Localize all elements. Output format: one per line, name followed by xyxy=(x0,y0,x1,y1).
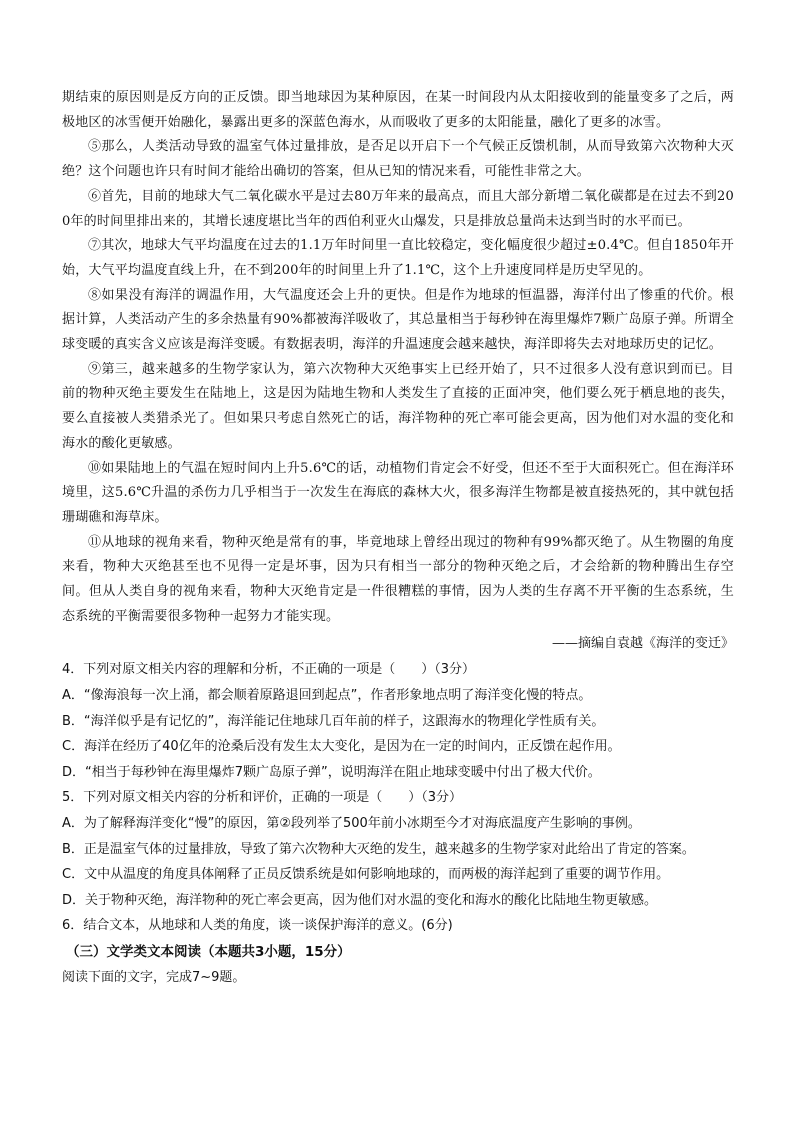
question-6 xyxy=(62,913,734,939)
answer-option-b[interactable]: B．“海洋似乎是有记忆的”，海洋能记住地球几百年前的样子，这跟海水的物理化学性质有关。 xyxy=(62,713,605,729)
passage-paragraph: ⑩如果陆地上的气温在短时间内上升5.6℃的话，动植物们肯定会不好受，但还不至于大面积死亡。但在海洋环境里，这5.6℃升温的杀伤力几乎相当于一次发生在海底的森林大火，很多海洋生物都是被直接热死的，其中就包括珊瑚礁和海草床。 xyxy=(62,460,734,525)
question-stem: 4．下列对原文相关内容的理解和分析，不正确的一项是（ ）（3分） xyxy=(62,662,476,678)
passage-paragraph: ⑨第三，越来越多的生物学家认为，第六次物种大灭绝事实上已经开始了，只不过很多人没有意识到而已。目前的物种灭绝主要发生在陆地上，这是因为陆地生物和人类发生了直接的正面冲突，他们要么死于栖息地的丧失，要么直接被人类猎杀光了。但如果只考虑自然死亡的话，海洋物种的死亡率可能会更高，因为他们对水温的变化和海水的酸化更敏感。 xyxy=(62,361,734,451)
passage-paragraph: ⑧如果没有海洋的调温作用，大气温度还会上升的更快。但是作为地球的恒温器，海洋付出了惨重的代价。根据计算，人类活动产生的多余热量有90%都被海洋吸收了，其总量相当于每秒钟在海里爆炸7颗广岛原子弹。所谓全球变暖的真实含义应该是海洋变暖。有数据表明，海洋的升温速度会越来越快，海洋即将失去对地球历史的记忆。 xyxy=(62,287,734,353)
section-instruction: 阅读下面的文字，完成7~9题。 xyxy=(62,970,246,985)
reading-passage xyxy=(62,86,734,657)
passage-paragraph: 期结束的原因则是反方向的正反馈。即当地球因为某种原因，在某一时间段内从太阳接收到的能量变多了之后，两极地区的冰雪便开始融化，暴露出更多的深蓝色海水，从而吸收了更多的太阳能量，融化了更多的冰雪。 xyxy=(62,90,734,130)
passage-paragraph: ⑪从地球的视角来看，物种灭绝是常有的事，毕竟地球上曾经出现过的物种有99%都灭绝了。从生物圈的角度来看，物种大灭绝甚至也不见得一定是坏事，因为只有相当一部分的物种灭绝之后，才会给新的物种腾出生存空间。但从人类自身的视角来看，物种大灭绝肯定是一件很糟糕的事情，因为人类的生存离不开平衡的生态系统，生态系统的平衡需要很多物种一起努力才能实现。 xyxy=(62,534,734,624)
passage-paragraph: ⑤那么，人类活动导致的温室气体过量排放，是否足以开启下一个气候正反馈机制，从而导致第六次物种大灭绝？这个问题也许只有时间才能给出确切的答案，但从已知的情况来看，可能性非常之大。 xyxy=(62,139,734,180)
answer-option-c[interactable]: C．文中从温度的角度具体阐释了正员反馈系统是如何影响地球的，而两极的海洋起到了重要的调节作用。 xyxy=(62,867,670,883)
passage-paragraph: ⑥首先，目前的地球大气二氧化碳水平是过去80万年来的最高点，而且大部分新增二氧化碳都是在过去不到200年的时间里排出来的，其增长速度堪比当年的西伯利亚火山爆发，只是排放总量尚未达到当时的水平而已。 xyxy=(62,188,734,229)
answer-option-a[interactable]: A．为了解释海洋变化“慢”的原因，第②段列举了500年前小冰期至今才对海底温度产生影响的事例。 xyxy=(62,816,641,832)
question-4 xyxy=(62,657,734,785)
question-stem: 6．结合文本，从地球和人类的角度，谈一谈保护海洋的意义。(6分) xyxy=(62,918,453,934)
answer-option-d[interactable]: D．“相当于每秒钟在海里爆炸7颗广岛原子弹”，说明海洋在阻止地球变暖中付出了极大代价。 xyxy=(62,764,601,780)
passage-source: ——摘编自袁越《海洋的变迁》 xyxy=(551,636,734,652)
answer-option-b[interactable]: B．正是温室气体的过量排放，导致了第六次物种大灭绝的发生，越来越多的生物学家对此给出了肯定的答案。 xyxy=(62,841,695,857)
answer-option-d[interactable]: D．关于物种灭绝，海洋物种的死亡率会更高，因为他们对水温的变化和海水的酸化比陆地生物更敏感。 xyxy=(62,892,658,908)
answer-option-a[interactable]: A．“像海浪每一次上涌，都会顺着原路退回到起点”，作者形象地点明了海洋变化慢的特点。 xyxy=(62,688,592,704)
answer-option-c[interactable]: C．海洋在经历了40亿年的沧桑后没有发生太大变化，是因为在一定的时间内，正反馈在起作用。 xyxy=(62,739,621,755)
question-5 xyxy=(62,785,734,913)
passage-paragraph: ⑦其次，地球大气平均温度在过去的1.1万年时间里一直比较稳定，变化幅度很少超过±0.4℃。但自1850年开始，大气平均温度直线上升，在不到200年的时间里上升了1.1℃，这个上升速度同样是历史罕见的。 xyxy=(62,238,734,278)
question-stem: 5．下列对原文相关内容的分析和评价，正确的一项是（ ）（3分） xyxy=(62,790,463,806)
exam-page xyxy=(62,86,734,991)
section-heading: （三）文学类文本阅读（本题共3小题，15分） xyxy=(66,944,351,960)
